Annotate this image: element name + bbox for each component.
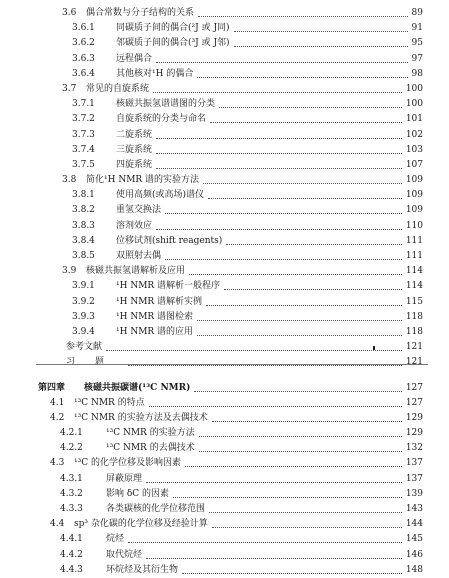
toc-entry[interactable] bbox=[0, 52, 449, 67]
dot-leader bbox=[165, 259, 402, 260]
toc-entry-number: 3.8.2 bbox=[72, 205, 95, 216]
toc-entry-number: 3.6.1 bbox=[72, 23, 95, 34]
toc-entry-page: 103 bbox=[405, 144, 423, 155]
toc-entry-number: 3.7.5 bbox=[72, 159, 95, 170]
toc-entry-title: 自旋系统的分类与命名 bbox=[116, 114, 207, 125]
toc-entry-number: 3.8.5 bbox=[72, 251, 95, 261]
toc-entry[interactable] bbox=[0, 279, 449, 294]
toc-entry-number: 4.2.1 bbox=[60, 428, 83, 439]
toc-entry[interactable] bbox=[0, 219, 449, 234]
toc-entry[interactable] bbox=[0, 426, 449, 441]
toc-entry-title: 四旋系统 bbox=[116, 159, 153, 170]
dot-leader bbox=[198, 16, 408, 17]
toc-entry[interactable] bbox=[0, 456, 449, 471]
dot-leader bbox=[199, 451, 402, 452]
toc-entry-number: 3.7.3 bbox=[72, 129, 95, 140]
toc-entry-page: 107 bbox=[405, 159, 423, 170]
toc-entry-title: 各类碳核的化学位移范围 bbox=[106, 504, 206, 514]
toc-entry[interactable] bbox=[0, 249, 449, 264]
toc-entry-page: 91 bbox=[411, 23, 423, 34]
toc-entry[interactable] bbox=[0, 21, 449, 36]
toc-entry-page: 137 bbox=[405, 458, 423, 469]
toc-entry[interactable] bbox=[0, 188, 449, 203]
toc-entry[interactable] bbox=[0, 203, 449, 218]
toc-entry-number: 3.9.2 bbox=[72, 296, 95, 307]
dot-leader bbox=[226, 244, 402, 245]
toc-entry-page: 97 bbox=[411, 53, 423, 64]
toc-entry-number: 4.3.3 bbox=[60, 504, 83, 514]
toc-entry-number: 3.9.1 bbox=[72, 281, 95, 292]
toc-entry[interactable] bbox=[0, 234, 449, 249]
toc-entry-number: 4.1 bbox=[50, 397, 65, 408]
toc-entry-number: 4.3.1 bbox=[60, 473, 83, 484]
toc-entry-page: 111 bbox=[405, 251, 423, 261]
toc-entry-title: ¹H NMR 谱图检索 bbox=[116, 311, 194, 322]
toc-entry[interactable] bbox=[0, 441, 449, 456]
toc-entry-page: 109 bbox=[405, 175, 423, 186]
toc-entry-number: 4.2 bbox=[50, 412, 65, 423]
toc-entry[interactable] bbox=[0, 295, 449, 310]
toc-entry-page: 148 bbox=[405, 564, 423, 575]
toc-entry[interactable] bbox=[0, 143, 449, 158]
toc-entry-title: 同碳质子间的偶合(²J 或 J同) bbox=[116, 23, 230, 34]
toc-entry-page: 89 bbox=[411, 8, 423, 18]
toc-entry-title: 烷烃 bbox=[106, 534, 125, 545]
dot-leader bbox=[156, 168, 402, 169]
dot-leader bbox=[156, 62, 408, 63]
toc-entry-number: 3.6 bbox=[62, 8, 77, 18]
toc-entry-number: 4.4.3 bbox=[60, 564, 83, 575]
ink-mark bbox=[373, 346, 375, 350]
toc-entry-number: 3.8 bbox=[62, 175, 77, 186]
toc-entry[interactable] bbox=[0, 517, 449, 532]
toc-entry-title: 三旋系统 bbox=[116, 144, 153, 155]
toc-entry-number: 3.8.4 bbox=[72, 235, 95, 246]
toc-entry-page: 109 bbox=[405, 190, 423, 201]
toc-entry-title: 核磁共振氢谱谱图的分类 bbox=[116, 99, 216, 110]
toc-entry-number: 4.2.2 bbox=[60, 443, 83, 454]
toc-entry-number: 3.6.2 bbox=[72, 38, 95, 49]
dot-leader bbox=[128, 365, 402, 366]
toc-entry[interactable] bbox=[0, 36, 449, 51]
toc-entry-title: 常见的自旋系统 bbox=[86, 83, 150, 94]
toc-entry-title: 屏蔽原理 bbox=[106, 473, 143, 484]
dot-leader bbox=[106, 350, 402, 351]
toc-entry-number: 3.9.4 bbox=[72, 326, 95, 337]
toc-entry-title: ¹H NMR 谱解析实例 bbox=[116, 296, 203, 307]
toc-entry-page: 144 bbox=[405, 519, 423, 530]
toc-entry-number: 3.7.2 bbox=[72, 114, 95, 125]
toc-entry-page: 121 bbox=[405, 342, 423, 353]
toc-entry-page: 115 bbox=[405, 296, 423, 307]
toc-entry[interactable] bbox=[0, 532, 449, 547]
dot-leader bbox=[203, 183, 402, 184]
toc-entry-page: 139 bbox=[405, 488, 423, 499]
toc-entry-number: 4.3 bbox=[50, 458, 65, 469]
toc-entry[interactable] bbox=[0, 264, 449, 279]
toc-entry-page: 95 bbox=[411, 38, 423, 49]
dot-leader bbox=[182, 573, 402, 574]
toc-entry-title: 偶合常数与分子结构的关系 bbox=[86, 8, 195, 18]
toc-entry-page: 127 bbox=[405, 397, 423, 408]
dot-leader bbox=[156, 138, 402, 139]
dot-leader bbox=[194, 391, 402, 392]
toc-entry-number: 3.8.3 bbox=[72, 220, 95, 231]
toc-entry-number: 3.8.1 bbox=[72, 190, 95, 201]
toc-entry-page: 118 bbox=[405, 326, 423, 337]
toc-entry[interactable] bbox=[0, 487, 449, 502]
dot-leader bbox=[212, 421, 402, 422]
toc-entry-page: 127 bbox=[405, 382, 423, 393]
toc-entry[interactable] bbox=[0, 173, 449, 188]
toc-entry-page: 101 bbox=[405, 114, 423, 125]
toc-entry-number: 4.3.2 bbox=[60, 488, 83, 499]
toc-entry-page: 111 bbox=[405, 235, 423, 246]
toc-entry-number: 4.4 bbox=[50, 519, 65, 530]
toc-entry-title: 远程偶合 bbox=[116, 53, 153, 64]
dot-leader bbox=[209, 512, 402, 513]
dot-leader bbox=[146, 482, 402, 483]
toc-entry-page: 114 bbox=[405, 266, 423, 277]
toc-entry[interactable] bbox=[0, 82, 449, 97]
toc-entry-title: 使用高频(或高场)谱仪 bbox=[116, 190, 205, 201]
toc-entry-title: ¹H NMR 谱解析一般程序 bbox=[116, 281, 221, 292]
dot-leader bbox=[219, 107, 402, 108]
dot-leader bbox=[197, 77, 408, 78]
toc-entry-title: 双照射去偶 bbox=[116, 251, 162, 261]
toc-entry-title: 取代烷烃 bbox=[106, 549, 143, 560]
dot-leader bbox=[212, 527, 402, 528]
toc-entry-number: 3.9.3 bbox=[72, 311, 95, 322]
dot-leader bbox=[234, 31, 408, 32]
toc-entry-title: ¹³C NMR 的实验方法 bbox=[106, 428, 195, 439]
dot-leader bbox=[234, 46, 408, 47]
dot-leader bbox=[197, 335, 402, 336]
toc-entry-title: 位移试剂(shift reagents) bbox=[116, 235, 223, 246]
toc-entry[interactable] bbox=[0, 381, 449, 396]
toc-entry-title: 核磁共振氢谱解析及应用 bbox=[86, 266, 186, 277]
toc-entry[interactable] bbox=[0, 563, 449, 578]
toc-entry-title: ¹³C NMR 的特点 bbox=[74, 397, 145, 408]
toc-entry-title: 其他核对¹H 的偶合 bbox=[116, 68, 194, 79]
toc-entry-page: 129 bbox=[405, 412, 423, 423]
chapter-gap bbox=[0, 371, 449, 381]
toc-entry-title: ¹³C NMR 的去偶技术 bbox=[106, 443, 195, 454]
chapter-divider bbox=[36, 364, 428, 365]
toc-entry-number: 4.4.1 bbox=[60, 534, 83, 545]
table-of-contents bbox=[0, 6, 449, 578]
toc-entry[interactable] bbox=[0, 128, 449, 143]
toc-entry[interactable] bbox=[0, 325, 449, 340]
toc-entry-number: 3.7.4 bbox=[72, 144, 95, 155]
toc-entry[interactable] bbox=[0, 411, 449, 426]
toc-entry-title: ¹³C NMR 的实验方法及去偶技术 bbox=[74, 412, 208, 423]
toc-entry-title: 参考文献 bbox=[66, 342, 103, 353]
toc-entry[interactable] bbox=[0, 340, 449, 355]
toc-entry-title: 邻碳质子间的偶合(³J 或 J邻) bbox=[116, 38, 230, 49]
toc-entry[interactable] bbox=[0, 310, 449, 325]
toc-entry-page: 100 bbox=[405, 99, 423, 110]
toc-entry[interactable] bbox=[0, 158, 449, 173]
dot-leader bbox=[149, 406, 402, 407]
toc-entry-title: 简化¹H NMR 谱的实验方法 bbox=[86, 175, 200, 186]
toc-entry-number: 第四章 bbox=[38, 382, 66, 393]
toc-entry-page: 102 bbox=[405, 129, 423, 140]
toc-entry-page: 132 bbox=[405, 443, 423, 454]
toc-entry-number: 3.7 bbox=[62, 83, 77, 94]
toc-entry[interactable] bbox=[0, 472, 449, 487]
toc-entry[interactable] bbox=[0, 548, 449, 563]
dot-leader bbox=[153, 92, 402, 93]
toc-entry-title: 影响 δC 的因素 bbox=[106, 488, 170, 499]
dot-leader bbox=[206, 305, 402, 306]
toc-entry-title: 环烷烃及其衍生物 bbox=[106, 564, 179, 575]
toc-entry-title: ¹H NMR 谱的应用 bbox=[116, 326, 194, 337]
toc-entry-page: 109 bbox=[405, 205, 423, 216]
toc-entry-page: 129 bbox=[405, 428, 423, 439]
toc-entry-page: 146 bbox=[405, 549, 423, 560]
toc-entry-title: 二旋系统 bbox=[116, 129, 153, 140]
dot-leader bbox=[156, 153, 402, 154]
dot-leader bbox=[173, 497, 402, 498]
toc-entry-title: 溶剂效应 bbox=[116, 220, 153, 231]
dot-leader bbox=[208, 198, 402, 199]
toc-entry-number: 3.9 bbox=[62, 266, 77, 277]
toc-entry-title: 重氢交换法 bbox=[116, 205, 162, 216]
toc-entry[interactable] bbox=[0, 6, 449, 21]
toc-entry-page: 110 bbox=[405, 220, 423, 231]
dot-leader bbox=[199, 436, 402, 437]
dot-leader bbox=[185, 466, 402, 467]
toc-entry-page: 114 bbox=[405, 281, 423, 292]
dot-leader bbox=[146, 558, 402, 559]
toc-entry-number: 4.4.2 bbox=[60, 549, 83, 560]
toc-entry-number: 3.6.4 bbox=[72, 68, 95, 79]
dot-leader bbox=[197, 320, 402, 321]
toc-entry[interactable] bbox=[0, 355, 449, 370]
toc-entry-page: 98 bbox=[411, 68, 423, 79]
toc-entry-page: 100 bbox=[405, 83, 423, 94]
toc-entry-title: sp³ 杂化碳的化学位移及经验计算 bbox=[74, 519, 208, 530]
toc-entry[interactable] bbox=[0, 97, 449, 112]
toc-entry-page: 145 bbox=[405, 534, 423, 545]
toc-entry-title: 核磁共振碳谱(¹³C NMR) bbox=[84, 382, 191, 393]
toc-entry[interactable] bbox=[0, 67, 449, 82]
toc-entry-page: 137 bbox=[405, 473, 423, 484]
toc-entry-number: 3.6.3 bbox=[72, 53, 95, 64]
toc-entry-page: 143 bbox=[405, 504, 423, 514]
dot-leader bbox=[165, 213, 402, 214]
dot-leader bbox=[224, 289, 402, 290]
toc-entry-number: 3.7.1 bbox=[72, 99, 95, 110]
toc-entry-page: 121 bbox=[405, 357, 423, 368]
toc-entry-page: 118 bbox=[405, 311, 423, 322]
toc-entry[interactable] bbox=[0, 502, 449, 517]
toc-entry[interactable] bbox=[0, 112, 449, 127]
dot-leader bbox=[210, 122, 402, 123]
toc-entry-title: ¹³C 的化学位移及影响因素 bbox=[74, 458, 181, 469]
toc-entry-title: 习题 bbox=[66, 357, 125, 368]
dot-leader bbox=[189, 274, 402, 275]
dot-leader bbox=[156, 229, 402, 230]
dot-leader bbox=[128, 542, 402, 543]
toc-entry[interactable] bbox=[0, 396, 449, 411]
